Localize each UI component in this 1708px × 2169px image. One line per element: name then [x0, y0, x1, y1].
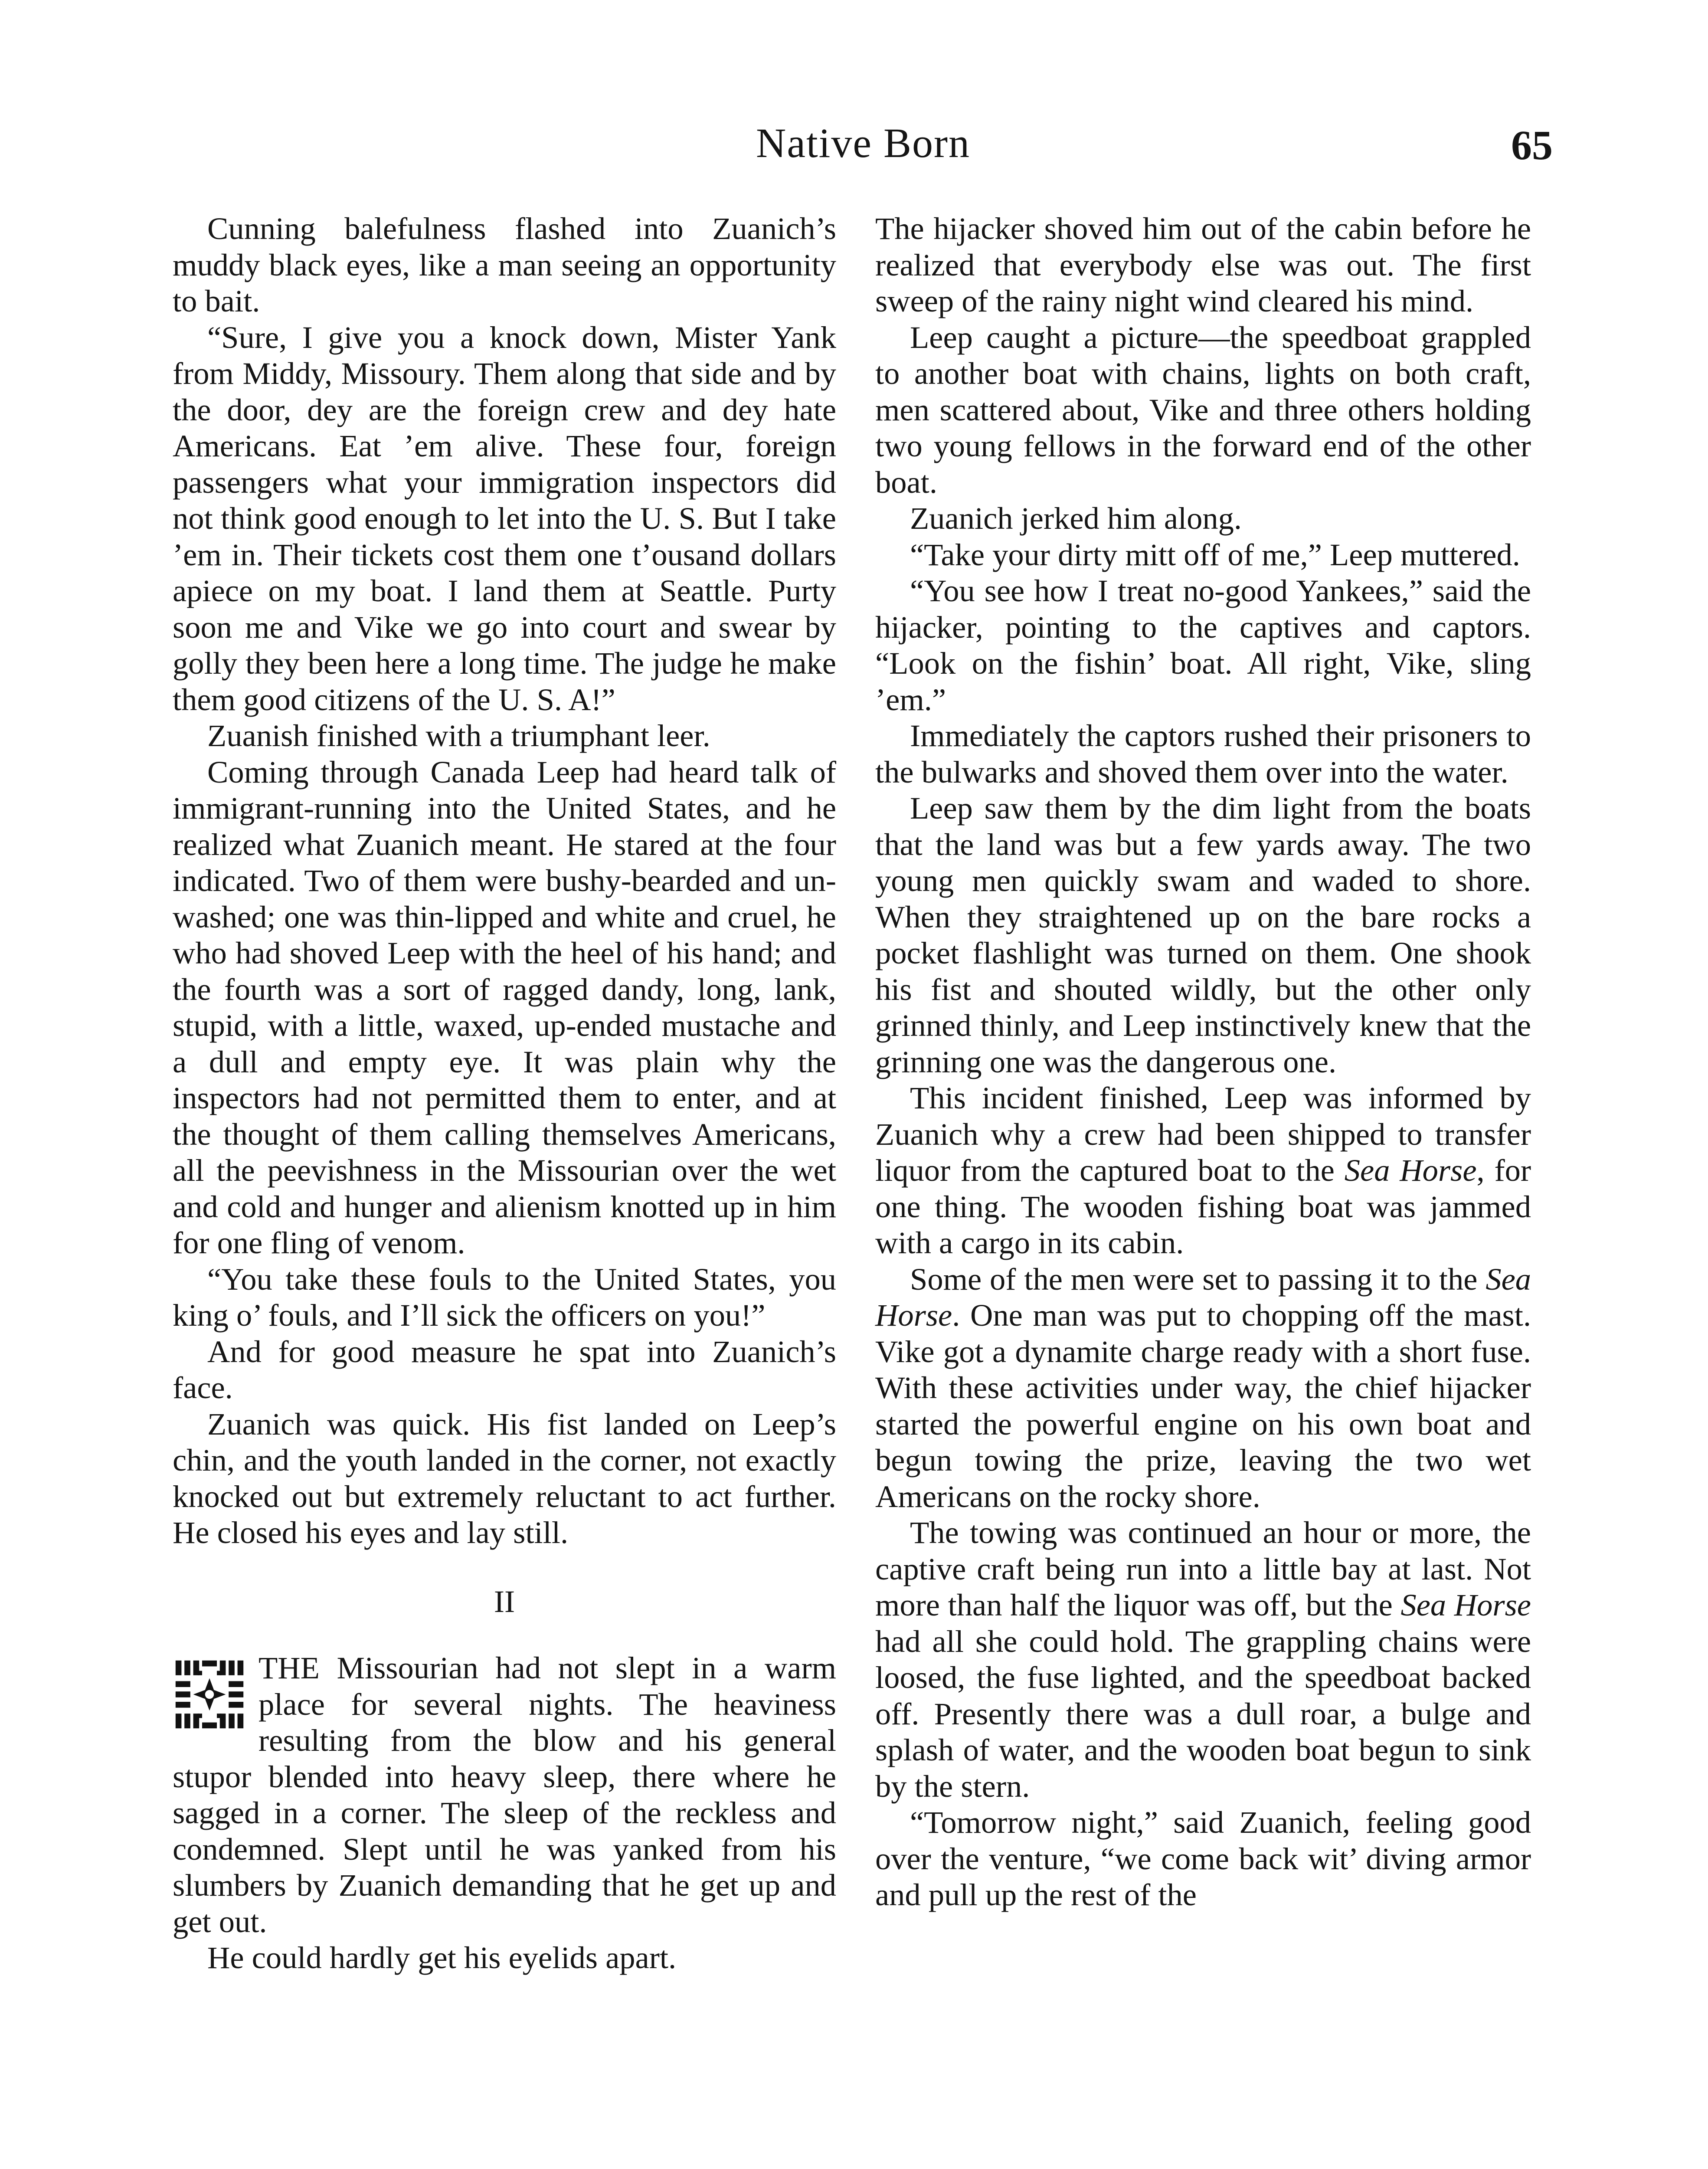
paragraph: The hijacker shoved him out of the cabin before he realized that everybody else was out. The first sweep of the rainy night wind cleared his mind. [875, 211, 1531, 318]
ornament-icon [173, 1658, 246, 1731]
boat-name: Sea Horse [1344, 1153, 1477, 1188]
text-run: had all she could hold. The grappling chains were loosed, the fuse lighted, and the speedboat backed off. Presently there was a dull roar, a bulge and splash of water, and the wooden boat begun to sink by the stern. [875, 1623, 1531, 1804]
paragraph: “Tomorrow night,” said Zuanich, feeling good over the venture, “we come back wit’ diving armor and pull up the rest of the [875, 1805, 1531, 1912]
paragraph [875, 1080, 1531, 1261]
paragraph: Cunning balefulness flashed into Zuanich’s muddy black eyes, like a man seeing an opportunity to bait. [173, 211, 836, 318]
running-title: Native Born [756, 120, 970, 166]
paragraph [875, 1514, 1531, 1804]
section-number: II [494, 1583, 515, 1619]
paragraph: Zuanish finished with a triumphant leer. [207, 718, 710, 753]
paragraph: Immediately the captors rushed their prisoners to the bulwarks and shoved them over into the water. [875, 718, 1531, 790]
paragraph: Zuanich was quick. His fist landed on Leep’s chin, and the youth landed in the corner, not exactly knocked out but extremely reluctant to act further. He closed his eyes and lay still. [173, 1406, 836, 1550]
text-run: , for one thing. The wooden fishing boat was jammed with a cargo in its cabin. [875, 1153, 1531, 1260]
paragraph: Leep saw them by the dim light from the boats that the land was but a few yards away. The two young men quickly swam and waded to shore. When they straightened up on the bare rocks a pocket flashlight was turned on them. One shook his fist and shouted wildly, but the other only grinned thinly, and Leep instinctively knew that the grinning one was the dangerous one. [875, 790, 1531, 1079]
right-column [875, 210, 1531, 1913]
boat-name: Sea Horse [1400, 1587, 1531, 1622]
paragraph: And for good measure he spat into Zuanich’s face. [173, 1334, 836, 1405]
paragraph: “You take these fouls to the United States, you king o’ fouls, and I’ll sick the officers on you!” [173, 1261, 836, 1333]
paragraph: “Take your dirty mitt off of me,” Leep muttered. [910, 537, 1520, 572]
left-column [173, 210, 836, 1976]
paragraph: Zuanich jerked him along. [910, 501, 1242, 536]
page-number: 65 [1511, 122, 1553, 168]
boat-name: Sea Horse [875, 1261, 1531, 1333]
paragraph: Coming through Canada Leep had heard talk of immigrant-running into the United States, and he realized what Zuanich meant. He stared at the four indicated. Two of them were bushy-bearded and unwashed; one was thin-lipped and white and cruel, he who had shoved Leep with the heel of his hand; and the fourth was a sort of ragged dandy, long, lank, stupid, with a little, waxed, up-ended mustache and a dull and empty eye. It was plain why the inspectors had not permitted them to enter, and at the thought of them calling themselves Americans, all the peevishness in the Missourian over the wet and cold and hunger and alienism knotted up in him for one fling of venom. [173, 754, 836, 1260]
text-run: The towing was continued an hour or more, the captive craft being run into a little bay at last. Not more than half the liquor was off, but the [875, 1515, 1531, 1622]
paragraph: “Sure, I give you a knock down, Mister Yank from Middy, Missoury. Them along that side and by the door, dey are the foreign crew and dey hate Americans. Eat ’em alive. These four, foreign passengers what your immigration inspectors did not think good enough to let into the U. S. But I take ’em in. Their tickets cost them one t’ousand dollars apiece on my boat. I land them at Seattle. Purty soon me and Vike we go into court and swear by golly they been here a long time. The judge he make them good citizens of the U. S. A!” [173, 319, 836, 717]
paragraph: Leep caught a picture—the speedboat grappled to another boat with chains, lights on both craft, men scattered about, Vike and three others holding two young fellows in the forward end of the other boat. [875, 319, 1531, 500]
text-run: Some of the men were set to passing it to the [910, 1261, 1486, 1297]
text-run: This incident finished, Leep was informed by Zuanich why a crew had been shipped to transfer liquor from the captured boat to the [875, 1080, 1531, 1188]
paragraph: He could hardly get his eyelids apart. [207, 1940, 677, 1975]
text-run: . One man was put to chopping off the mast. Vike got a dynamite charge ready with a short fuse. With these activities under way, the chief hijacker started the powerful engine on his own boat and begun towing the prize, leaving the two wet Americans on the rocky shore. [875, 1297, 1531, 1514]
paragraph: “You see how I treat no-good Yankees,” said the hijacker, pointing to the captives and captors. “Look on the fishin’ boat. All right, Vike, sling ’em.” [875, 573, 1531, 717]
paragraph-text: THE Missourian had not slept in a warm place for several nights. The heaviness resulting from the blow and his general stupor blended into heavy sleep, there where he sagged in a corner. The sleep of the reckless and condemned. Slept until he was yanked from his slumbers by Zuanich demanding that he get up and get out. [173, 1650, 836, 1939]
dropcap-paragraph [173, 1650, 836, 1940]
paragraph [875, 1261, 1531, 1515]
